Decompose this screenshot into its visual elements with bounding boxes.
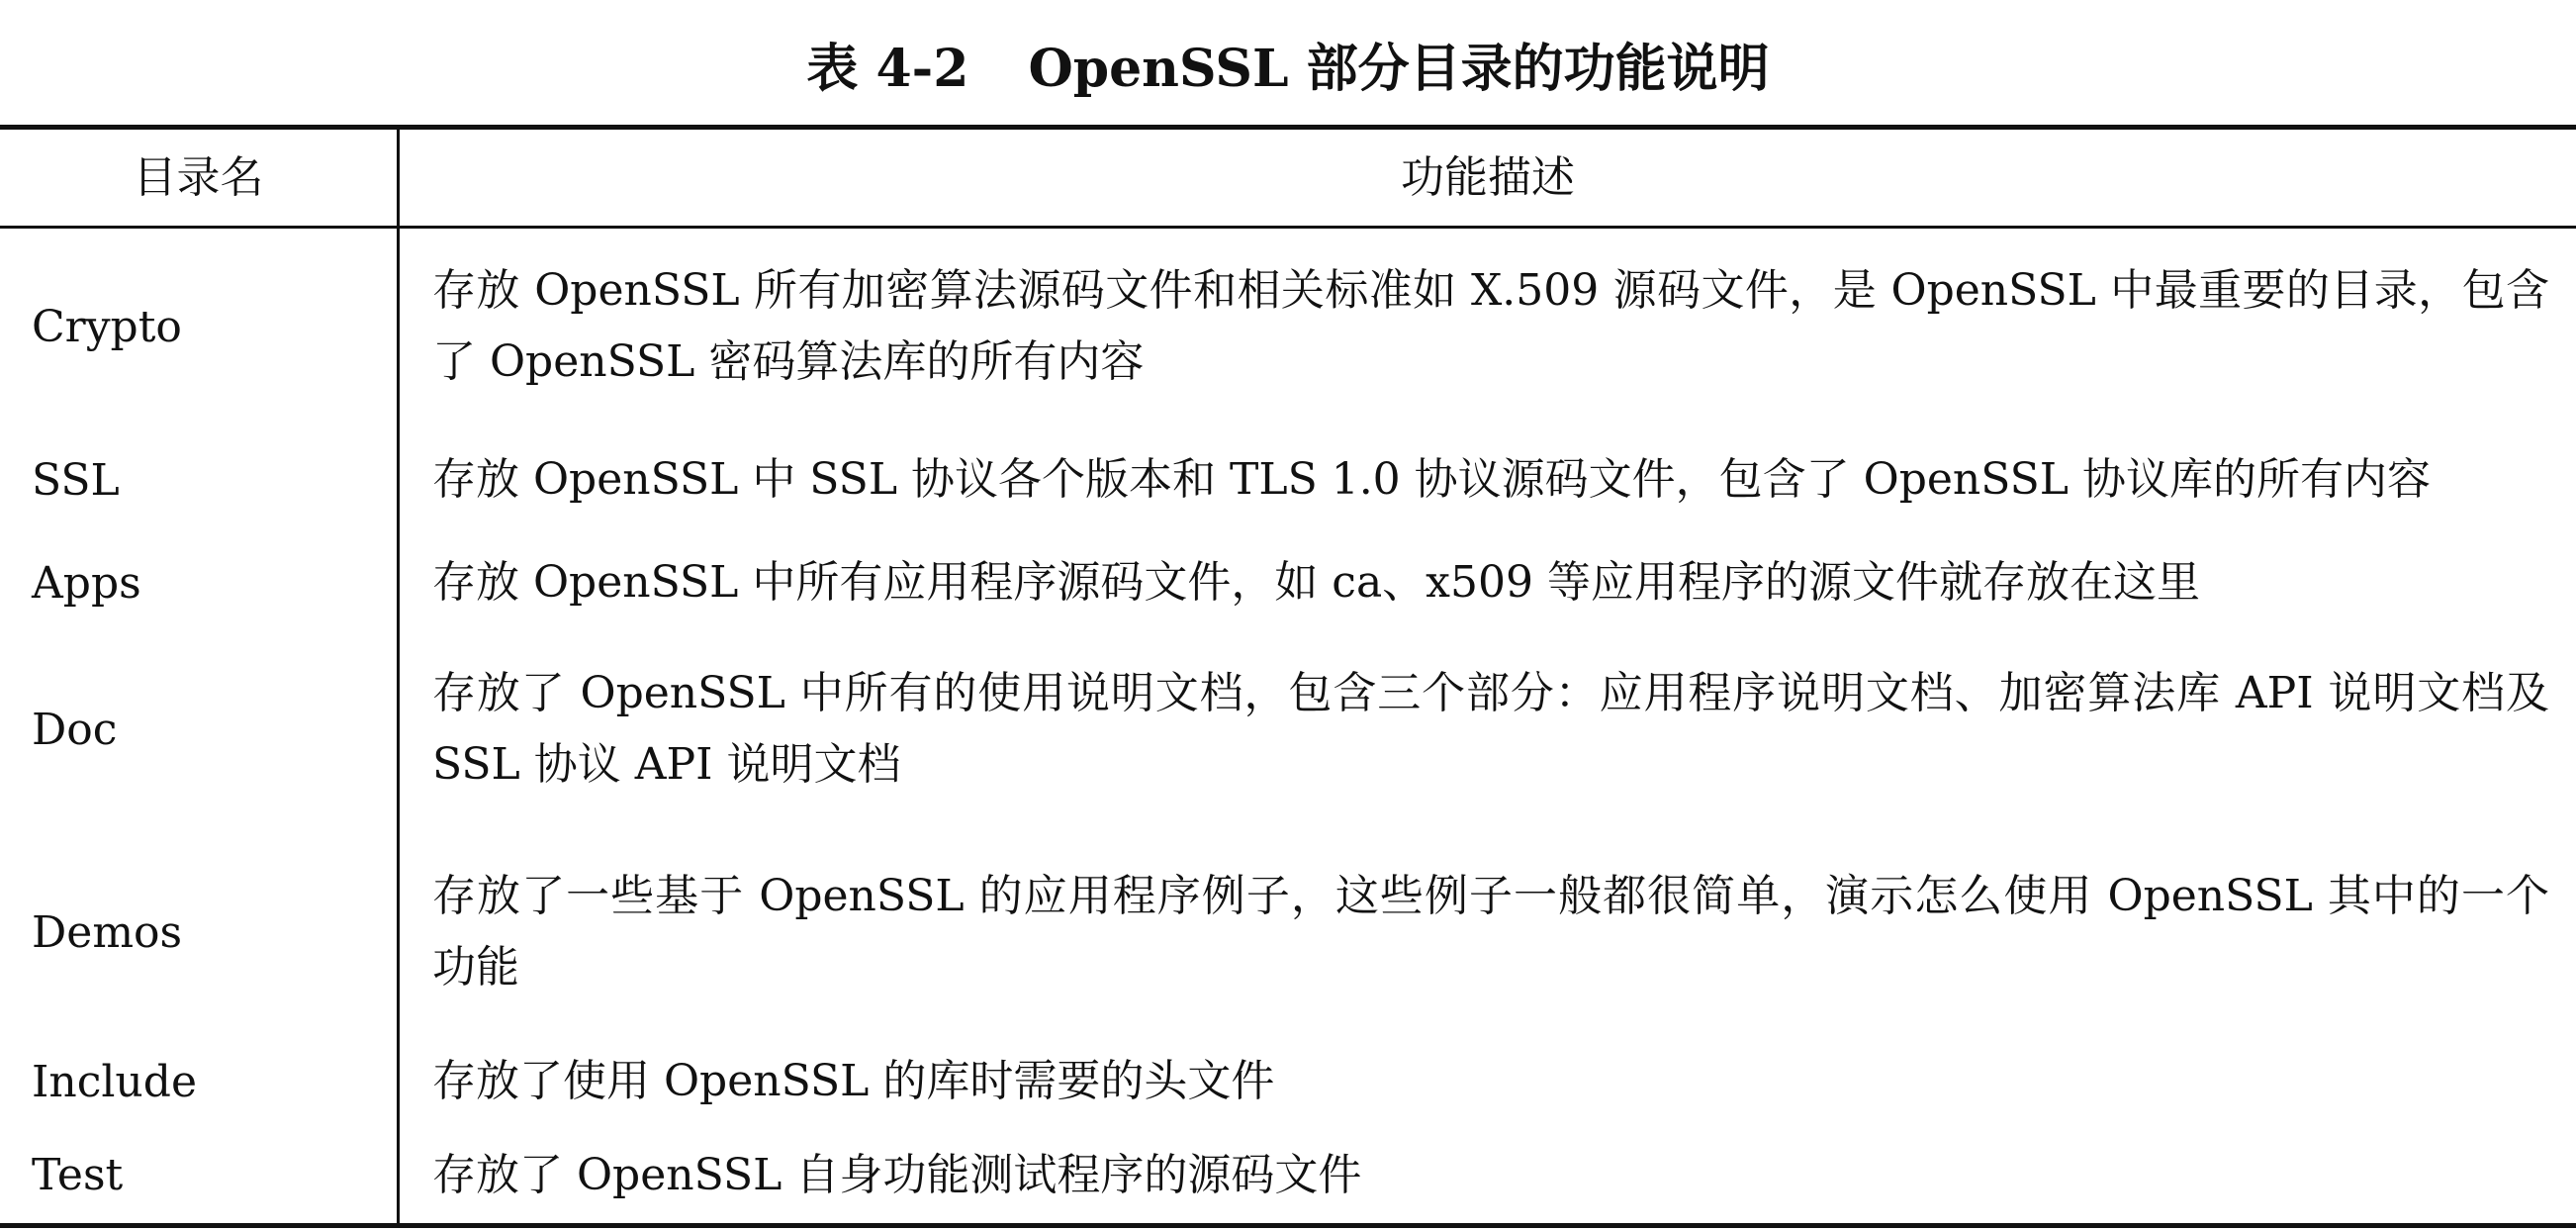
description-cell: [432, 1036, 2549, 1127]
description-cell: [432, 1127, 2549, 1223]
table-title: OpenSSL 部分目录的功能说明: [1028, 39, 1770, 99]
directory-name: Include: [32, 1056, 197, 1107]
description-text: 存放 OpenSSL 所有加密算法源码文件和相关标准如 X.509 源码文件，是 OpenSSL 中最重要的目录，包含了 OpenSSL 密码算法库的所有内容: [432, 265, 2549, 387]
directory-name: Doc: [32, 704, 118, 755]
directory-name: Apps: [32, 557, 141, 609]
table-caption: [0, 30, 2576, 109]
table-row: [0, 828, 2576, 1036]
description-cell: [432, 535, 2549, 630]
directory-name: SSL: [32, 454, 120, 506]
table-number: 表 4-2: [806, 39, 969, 99]
description-text: 存放了 OpenSSL 中所有的使用说明文档，包含三个部分：应用程序说明文档、加密算法库 API 说明文档及 SSL 协议 API 说明文档: [432, 668, 2549, 790]
description-text: 存放 OpenSSL 中 SSL 协议各个版本和 TLS 1.0 协议源码文件，包含了 OpenSSL 协议库的所有内容: [432, 454, 2431, 505]
description-cell: [432, 229, 2549, 425]
table-row: [0, 1127, 2576, 1223]
description-text: 存放了使用 OpenSSL 的库时需要的头文件: [432, 1056, 1275, 1106]
header-directory-name: 目录名: [133, 152, 264, 203]
table-row: [0, 425, 2576, 535]
description-text: 存放 OpenSSL 中所有应用程序源码文件，如 ca、x509 等应用程序的源文件就存放在这里: [432, 557, 2200, 608]
table-row: [0, 1036, 2576, 1127]
directory-name: Crypto: [32, 301, 182, 352]
description-text: 存放了一些基于 OpenSSL 的应用程序例子，这些例子一般都很简单，演示怎么使用 OpenSSL 其中的一个功能: [432, 871, 2549, 993]
table-row: [0, 535, 2576, 630]
table-row: [0, 630, 2576, 828]
directory-name: Test: [32, 1150, 124, 1200]
directory-name: Demos: [32, 906, 183, 958]
table-bottom-rule: [0, 1223, 2576, 1228]
description-cell: [432, 630, 2549, 828]
description-cell: [432, 425, 2549, 535]
header-function-description: 功能描述: [1401, 152, 1575, 203]
table-row: [0, 229, 2576, 425]
description-text: 存放了 OpenSSL 自身功能测试程序的源码文件: [432, 1149, 1362, 1200]
description-cell: [432, 828, 2549, 1036]
